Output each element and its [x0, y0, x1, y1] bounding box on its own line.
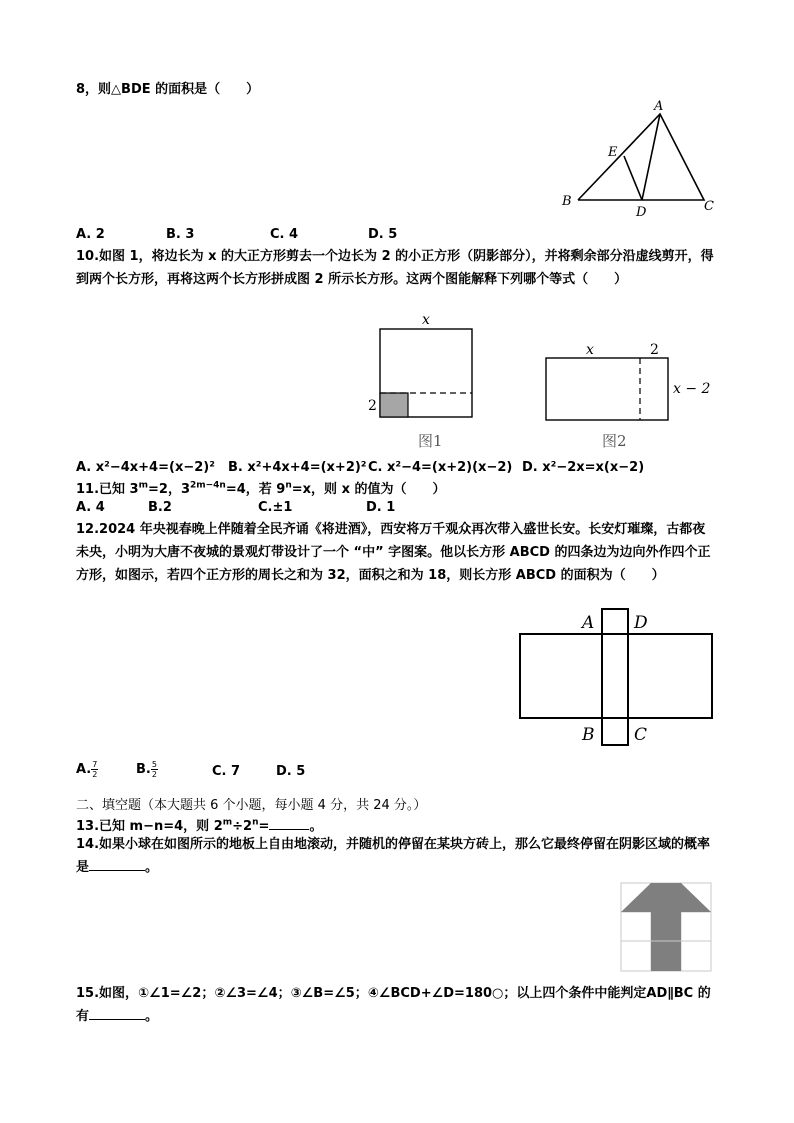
q12-label-c: C [634, 725, 648, 745]
q11-stem: 11.已知 $3^m=2$，$3^{2m-4n}=4$，若 $9^n=x$，则 x 的值为（ ） [76, 480, 446, 497]
q14-answer-blank [89, 870, 145, 871]
q11-option-d: D. 1 [366, 500, 396, 515]
fig1-shaded-square [380, 393, 408, 417]
q8-option-c: C. 4 [270, 227, 299, 242]
q8-triangle-figure [556, 94, 724, 220]
q11-option-a: A. 4 [76, 500, 105, 515]
q14-floor-tiles-figure [620, 882, 712, 972]
q12-label-b: B [582, 725, 595, 745]
q8-label-e: E [608, 145, 618, 160]
fig1-side-label: 2 [368, 398, 377, 414]
q8-label-c: C [704, 199, 714, 214]
q14-stem: 14.如果小球在如图所示的地板上自由地滚动，并随机的停留在某块方砖上，那么它最终停留在阴影区域的概率是 。 [76, 837, 711, 875]
q10-figure-2 [540, 338, 726, 452]
q8-option-b: B. 3 [166, 227, 195, 242]
q10-figure-1 [360, 310, 482, 452]
q12-option-d: D. 5 [276, 764, 306, 779]
q8-label-d: D [636, 205, 647, 220]
q10-stem: 10.如图 1，将边长为 x 的大正方形剪去一个边长为 2 的小正方形（阴影部分），并将剩余部分沿虚线剪开，得到两个长方形，再将这两个长方形拼成图 2 所示长方形。这两个图能解释下列哪个等式（ ） [76, 249, 714, 287]
q15-answer-blank [89, 1019, 145, 1020]
q12-option-b: B. $\frac{5}{2}$ [136, 760, 157, 779]
q11-option-b: B.2 [148, 500, 172, 515]
fig2-top-left-label: x [586, 342, 594, 358]
q8-option-a: A. 2 [76, 227, 105, 242]
q8-label-b: B [562, 194, 572, 209]
q11-option-c: C.±1 [258, 500, 293, 515]
fig1-caption: 图1 [418, 432, 443, 450]
q8-label-a: A [654, 99, 664, 114]
q12-option-a: A. $\frac{7}{2}$ [76, 760, 98, 779]
q15-stem: 15.如图，①∠1=∠2；②∠3=∠4；③∠B=∠5；④∠BCD+∠D=180○；以上四个条件中能判定AD∥BC 的有 。 [76, 986, 711, 1024]
q10-option-d: D. x²−2x=x(x−2) [522, 460, 645, 475]
q12-label-a: A [582, 613, 595, 633]
q12-stem: 12.2024 年央视春晚上伴随着全民齐诵《将进酒》，西安将万千观众再次带入盛世长安。长安灯璀璨，古都夜未央，小明为大唐不夜城的景观灯带设计了一个 “中” 字图案。他以长方形 ABCD 的四条边为边向外作四个正方形，如图示，若四个正方形的周长之和为 32，面积之和为 18，则长方形 ABCD 的面积为（ ） [76, 522, 711, 583]
fig2-top-right-label: 2 [650, 342, 659, 358]
section-2-title: 二、填空题（本大题共 6 个小题，每小题 4 分，共 24 分。） [76, 798, 427, 813]
q12-zhong-figure [510, 604, 722, 750]
q10-option-b: B. x²+4x+4=(x+2)² [228, 460, 367, 475]
q13-answer-blank [269, 829, 309, 830]
q10-option-c: C. x²−4=(x+2)(x−2) [368, 460, 513, 475]
q12-option-c: C. 7 [212, 764, 241, 779]
q8-stem: 8，则△BDE 的面积是（ ） [76, 82, 260, 97]
fig1-top-label: x [422, 312, 430, 328]
fig2-caption: 图2 [602, 432, 627, 450]
q10-option-a: A. x²−4x+4=(x−2)² [76, 460, 215, 475]
q8-option-d: D. 5 [368, 227, 398, 242]
q12-label-d: D [634, 613, 648, 633]
fig2-side-label: x − 2 [673, 381, 711, 397]
q13-stem: 13.已知 m−n=4，则 $2^m\div 2^n=$ 。 [76, 817, 323, 834]
